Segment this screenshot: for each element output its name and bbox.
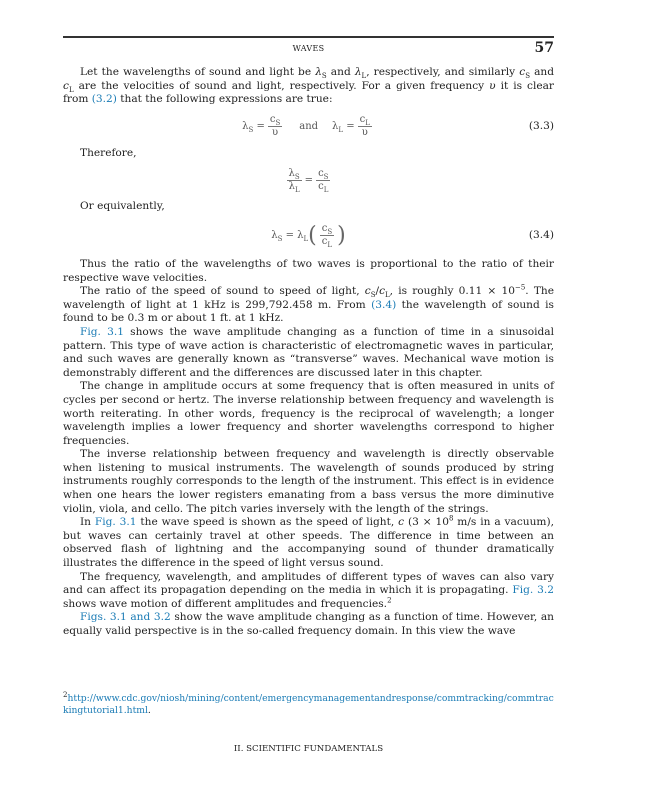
superscript: 8 — [448, 514, 454, 523]
paragraph — [63, 516, 554, 570]
fraction: $\frac{c_S}{c_L}$ — [321, 223, 333, 250]
equation-ratio: $\frac{\lambda_S}{\lambda_L}$ = $\frac{c_S}{c_L}$ — [288, 167, 329, 194]
eq-lambda-s: $\lambda_S$ — [242, 120, 254, 134]
footnote-link[interactable]: http://www.cdc.gov/niosh/mining/content/emergencymanagementandresponse/commtracking/commtrackingtutorial1.html — [63, 693, 554, 716]
text: the wavelength of sound is found to be 0.3 m or about 1 ft. at 1 kHz. — [63, 298, 554, 325]
equation-number: (3.4) — [528, 229, 554, 242]
fraction: $\frac{c_L}{\upsilon}$ — [359, 114, 370, 139]
footnote — [63, 690, 554, 717]
paragraphs-before — [63, 66, 554, 107]
text: Thus the ratio of the wavelengths of two waves is proportional to the ratio of their respective wave velocities. — [63, 257, 554, 284]
text: m/s in a vacuum), but waves can certainly travel at other speeds. The difference in time between an observed flash of lightning and the accompanying sound of thunder dramatically illustrates the difference in the speed of light versus sound. — [63, 516, 554, 570]
text: , respectively, and similarly — [366, 66, 520, 78]
text: The inverse relationship between frequency and wavelength is directly observable when listening to musical instruments. The wavelength of sounds produced by string instruments roughly corresponds to the length of the instrument. This effect is in evidence when one hears the lower registers emanating from a bass versus the more diminutive violin, viola, and cello. The pitch varies inversely with the length of the strings. — [63, 448, 554, 515]
text: The ratio of the speed of sound to speed of light, — [80, 285, 365, 298]
eq-and: and — [299, 120, 319, 132]
text: / — [375, 285, 380, 298]
text: and — [529, 66, 554, 78]
eq-lambda-l: $\lambda_L$ — [332, 120, 344, 134]
text: (3 × 10 — [404, 516, 449, 529]
running-title: WAVES — [292, 44, 325, 53]
superscript: 2 — [387, 596, 392, 605]
paragraph — [63, 611, 554, 638]
fraction: $\frac{\lambda_S}{\lambda_L}$ — [288, 167, 300, 194]
math-symbol: $c_S$ — [519, 66, 530, 81]
page-number: 57 — [534, 40, 554, 56]
cross-reference-link[interactable]: Fig. 3.1 — [80, 325, 124, 338]
or-equivalently-text: Or equivalently, — [80, 200, 165, 213]
text: that the following expressions are true: — [116, 93, 333, 106]
fraction: $\frac{c_S}{\upsilon}$ — [269, 114, 281, 139]
text: it is clear from — [63, 79, 554, 106]
therefore-text: Therefore, — [80, 146, 137, 159]
math-symbol: $c_S$ — [364, 285, 376, 300]
fraction: $\frac{c_S}{c_L}$ — [318, 167, 329, 194]
text: show the wave amplitude changing as a function of time. However, an equally valid perspective is in the so-called frequency domain. In this view the wave — [63, 611, 554, 637]
paragraph — [63, 571, 554, 612]
equation-3-4: $\lambda_S$ = $\lambda_L$ ( $\frac{c_S}{c_L}$ ) (3.4) — [271, 223, 554, 250]
text: . The wavelength of light at 1 kHz is 299,792.458 m. From — [63, 285, 555, 311]
paragraph — [63, 66, 554, 107]
text: In — [80, 516, 95, 529]
equation-3-3: $\lambda_S$ = $\frac{c_S}{\upsilon}$ and $\lambda_L$ = $\frac{c_L}{\upsilon}$ (3.3) — [242, 114, 554, 139]
math-symbol: c — [398, 516, 405, 529]
superscript: −5 — [514, 283, 526, 292]
math-symbol: υ — [489, 79, 496, 92]
cross-reference-link[interactable]: Fig. 3.2 — [512, 584, 554, 597]
cross-reference-link[interactable]: (3.2) — [91, 93, 117, 106]
paragraph — [63, 285, 554, 326]
text: The change in amplitude occurs at some frequency that is often measured in units of cycles per second or hertz. The inverse relationship between frequency and wavelength is worth reiterating. In other words, frequency is the reciprocal of wavelength; a longer wavelength implies a lower frequency and shorter wavelengths correspond to higher frequencies. — [63, 380, 554, 447]
text: are the velocities of sound and light, respectively. For a given frequency — [73, 79, 490, 92]
text: shows wave motion of different amplitudes and frequencies. — [63, 597, 388, 610]
equation-number: (3.3) — [528, 119, 554, 132]
text: , is roughly 0.11 × 10 — [389, 285, 515, 298]
header-rule — [63, 36, 554, 38]
math-symbol: $\lambda_L$ — [354, 66, 367, 81]
text: The frequency, wavelength, and amplitudes of different types of waves can also vary and can affect its propagation depending on the media in which it is propagating. — [63, 570, 554, 597]
text: and — [326, 66, 355, 78]
body-text — [63, 66, 554, 639]
cross-reference-link[interactable]: Figs. 3.1 and 3.2 — [80, 611, 171, 624]
cross-reference-link[interactable]: (3.4) — [371, 298, 397, 311]
paragraph — [63, 380, 554, 448]
text: Let the wavelengths of sound and light be — [80, 66, 316, 78]
paragraphs-after — [63, 258, 554, 639]
cross-reference-link[interactable]: Fig. 3.1 — [94, 516, 137, 529]
math-symbol: $c_L$ — [379, 285, 390, 300]
footer-section-title: II. SCIENTIFIC FUNDAMENTALS — [233, 744, 384, 754]
paragraph — [63, 258, 554, 285]
footnote-end: . — [147, 705, 151, 716]
math-symbol: $\lambda_S$ — [315, 66, 327, 81]
text: shows the wave amplitude changing as a function of time in a sinusoidal pattern. This type of wave action is characteristic of electromagnetic waves in particular, and such waves are generally known as “transverse” waves. Mechanical wave motion is demonstrably different and the differences are discussed later in this chapter. — [63, 325, 554, 379]
paragraph — [63, 326, 554, 380]
paragraph — [63, 448, 554, 516]
math-symbol: $c_L$ — [63, 79, 74, 94]
footnote-marker: 2 — [63, 690, 68, 699]
text: the wave speed is shown as the speed of light, — [136, 516, 399, 529]
